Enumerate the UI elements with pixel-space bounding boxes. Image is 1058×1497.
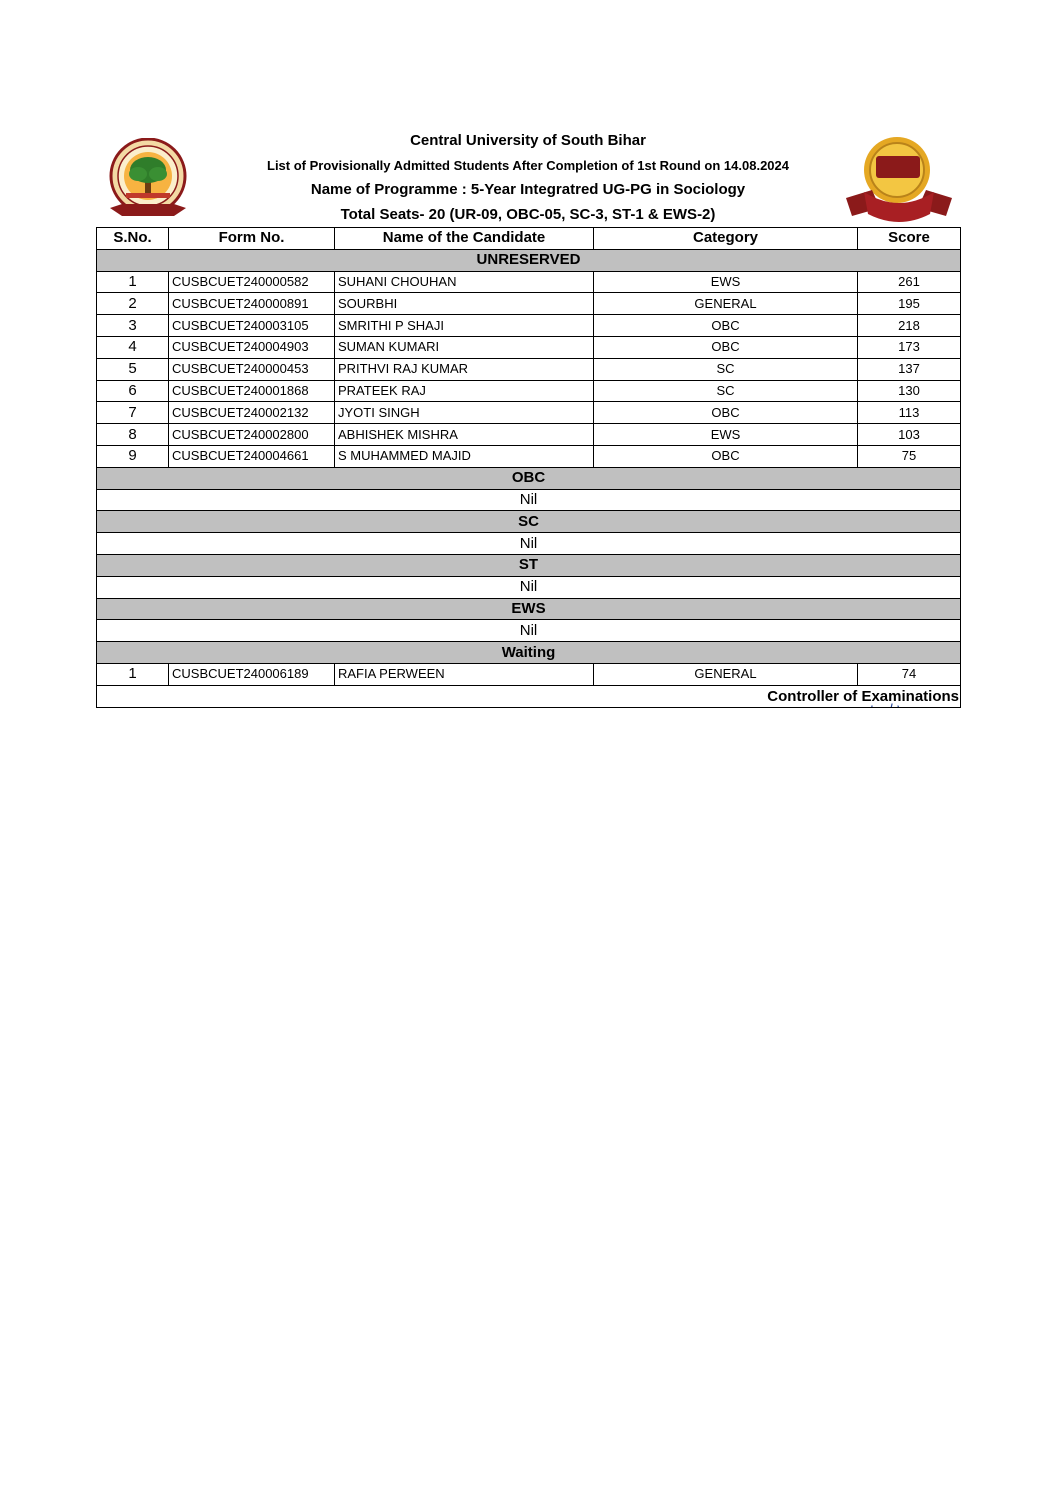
table-row [97,358,961,380]
cell-name: JYOTI SINGH [335,402,594,424]
controller-of-examinations-label: Controller of Examinations [767,687,959,705]
table-row [97,271,961,293]
cell-form-no: CUSBCUET240004903 [169,336,335,358]
table-row [97,293,961,315]
cell-category: OBC [594,402,858,424]
cell-sno: 6 [97,380,169,402]
nil-label: Nil [97,620,961,642]
nil-row [97,489,961,511]
table-row [97,336,961,358]
cell-sno: 9 [97,445,169,467]
cell-form-no: CUSBCUET240000582 [169,271,335,293]
signature-cell [97,685,961,707]
cell-sno: 5 [97,358,169,380]
cell-name: S MUHAMMED MAJID [335,445,594,467]
cell-score: 75 [858,445,961,467]
cell-category: GENERAL [594,293,858,315]
cell-name: SUHANI CHOUHAN [335,271,594,293]
column-header-sno: S.No. [97,228,169,250]
cell-sno: 1 [97,663,169,685]
cell-sno: 2 [97,293,169,315]
cell-name: SMRITHI P SHAJI [335,315,594,337]
section-row-unreserved [97,249,961,271]
section-label: UNRESERVED [97,249,961,271]
cell-form-no: CUSBCUET240006189 [169,663,335,685]
cell-score: 173 [858,336,961,358]
cell-sno: 4 [97,336,169,358]
cell-name: SUMAN KUMARI [335,336,594,358]
section-label: OBC [97,467,961,489]
section-label: ST [97,554,961,576]
signature-row [97,685,961,707]
cell-name: SOURBHI [335,293,594,315]
cell-name: PRATEEK RAJ [335,380,594,402]
cell-score: 218 [858,315,961,337]
table-row [97,445,961,467]
cell-sno: 8 [97,424,169,446]
cell-category: OBC [594,336,858,358]
section-row-obc [97,467,961,489]
cell-score: 195 [858,293,961,315]
column-header-form-no: Form No. [169,228,335,250]
nil-row [97,533,961,555]
cell-score: 103 [858,424,961,446]
column-header-category: Category [594,228,858,250]
naac-badge-logo [842,134,956,228]
cell-category: SC [594,358,858,380]
cell-score: 130 [858,380,961,402]
nil-label: Nil [97,533,961,555]
section-row-sc [97,511,961,533]
nil-label: Nil [97,576,961,598]
section-row-ews [97,598,961,620]
cell-category: GENERAL [594,663,858,685]
cell-score: 261 [858,271,961,293]
column-header-candidate-name: Name of the Candidate [335,228,594,250]
cell-sno: 3 [97,315,169,337]
cell-form-no: CUSBCUET240001868 [169,380,335,402]
table-row [97,315,961,337]
section-label: EWS [97,598,961,620]
university-name: Central University of South Bihar [410,132,646,149]
table-row [97,424,961,446]
cell-form-no: CUSBCUET240000891 [169,293,335,315]
table-row [97,663,961,685]
column-header-score: Score [858,228,961,250]
section-row-st [97,554,961,576]
table-row [97,380,961,402]
table-header-row [97,228,961,250]
document-header [96,128,960,228]
section-row-waiting [97,642,961,664]
cell-category: EWS [594,424,858,446]
cell-category: OBC [594,445,858,467]
cell-form-no: CUSBCUET240002800 [169,424,335,446]
cell-name: ABHISHEK MISHRA [335,424,594,446]
programme-name: Name of Programme : 5-Year Integratred UG-PG in Sociology [310,181,746,198]
nil-row [97,620,961,642]
cell-sno: 7 [97,402,169,424]
cell-name: PRITHVI RAJ KUMAR [335,358,594,380]
cell-form-no: CUSBCUET240002132 [169,402,335,424]
total-seats: Total Seats- 20 (UR-09, OBC-05, SC-3, ST-1 & EWS-2) [340,206,716,223]
cell-score: 137 [858,358,961,380]
cell-score: 74 [858,663,961,685]
cell-sno: 1 [97,271,169,293]
nil-row [97,576,961,598]
cell-score: 113 [858,402,961,424]
cell-form-no: CUSBCUET240003105 [169,315,335,337]
section-label: SC [97,511,961,533]
admission-list-table [96,227,961,708]
cell-category: EWS [594,271,858,293]
cell-name: RAFIA PERWEEN [335,663,594,685]
cell-category: SC [594,380,858,402]
section-label: Waiting [97,642,961,664]
table-row [97,402,961,424]
cell-category: OBC [594,315,858,337]
nil-label: Nil [97,489,961,511]
cell-form-no: CUSBCUET240000453 [169,358,335,380]
list-title: List of Provisionally Admitted Students After Completion of 1st Round on 14.08.2024 [267,158,789,173]
cell-form-no: CUSBCUET240004661 [169,445,335,467]
